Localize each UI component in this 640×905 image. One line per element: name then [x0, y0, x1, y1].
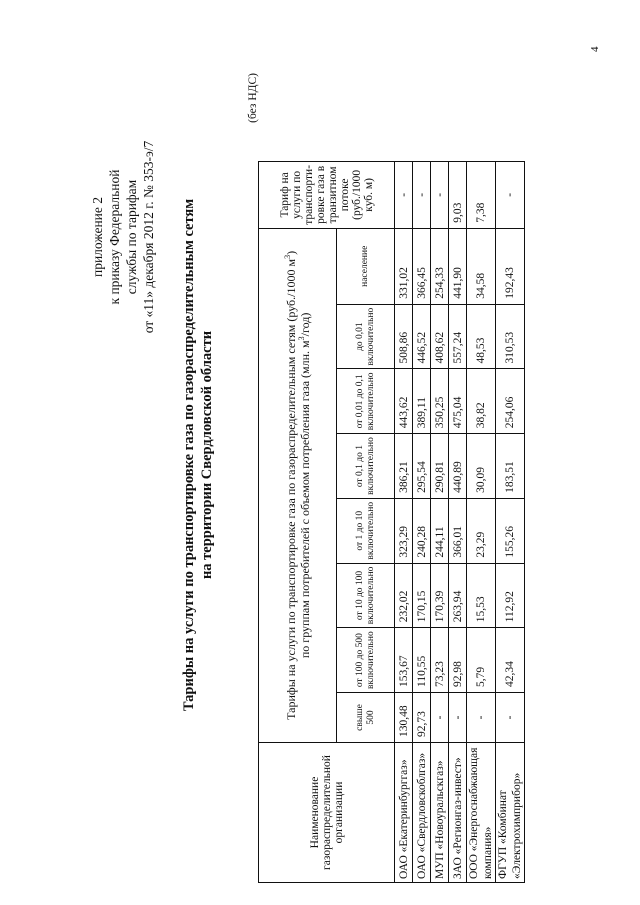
value-001-01: 350,25	[431, 369, 449, 434]
title-line: Тарифы на услуги по транспортировке газа по газораспределительным сетям	[181, 198, 197, 712]
table-row	[431, 161, 449, 882]
value-1-10: 244,11	[431, 498, 449, 563]
appendix-line: к приказу Федеральной	[107, 169, 122, 305]
value-population: 331,02	[395, 228, 413, 304]
table-row	[467, 161, 496, 882]
header-over-500: свыше 500	[337, 693, 395, 743]
value-10-100: 15,53	[467, 563, 496, 628]
value-transit: -	[413, 161, 431, 228]
value-10-100: 112,92	[496, 563, 525, 628]
org-name	[467, 743, 496, 883]
value-100-500: 73,23	[431, 628, 449, 693]
appendix-line: от «11» декабря 2012 г. № 353-э/7	[141, 140, 156, 334]
value-01-1: 30,09	[467, 434, 496, 499]
value-population: 34,58	[467, 228, 496, 304]
value-001-01: 254,06	[496, 369, 525, 434]
header-group-line2: по группам потребителей с объемом потребления газа (млн. м	[297, 340, 312, 659]
value-over-500: -	[449, 693, 467, 743]
value-1-10: 323,29	[395, 498, 413, 563]
value-100-500: 153,67	[395, 628, 413, 693]
table-row	[496, 161, 525, 882]
value-1-10: 366,01	[449, 498, 467, 563]
org-name	[496, 743, 525, 883]
value-001-01: 475,04	[449, 369, 467, 434]
value-transit: -	[431, 161, 449, 228]
value-10-100: 263,94	[449, 563, 467, 628]
page-number: 4	[589, 46, 601, 52]
value-001-01: 443,62	[395, 369, 413, 434]
value-transit: -	[395, 161, 413, 228]
value-transit: -	[496, 161, 525, 228]
value-to-001: 310,53	[496, 304, 525, 369]
rotated-document	[62, 40, 640, 895]
value-10-100: 232,02	[395, 563, 413, 628]
value-10-100: 170,15	[413, 563, 431, 628]
value-1-10: 155,26	[496, 498, 525, 563]
value-population: 441,90	[449, 228, 467, 304]
org-name-line: ООО «Энергоснабжающая	[468, 747, 480, 879]
header-organization: Наименование газораспределительной организации	[259, 743, 395, 883]
org-name-line: компания»	[482, 826, 494, 879]
value-01-1: 386,21	[395, 434, 413, 499]
header-group-line1: Тарифы на услуги по транспортировке газа по газораспределительным сетям (руб./1000 м	[283, 258, 298, 720]
value-100-500: 92,98	[449, 628, 467, 693]
header-sup: 3	[296, 336, 306, 341]
value-over-500: -	[431, 693, 449, 743]
header-group-tariffs	[259, 228, 337, 742]
value-population: 366,45	[413, 228, 431, 304]
header-100-500: от 100 до 500 включительно	[337, 628, 395, 693]
header-01-1: от 0,1 до 1 включительно	[337, 434, 395, 499]
value-population: 192,43	[496, 228, 525, 304]
org-name: МУП «Новоуральскгаз»	[431, 743, 449, 883]
table-row	[413, 161, 431, 882]
value-100-500: 110,55	[413, 628, 431, 693]
value-to-001: 508,86	[395, 304, 413, 369]
value-01-1: 440,89	[449, 434, 467, 499]
header-1-10: от 1 до 10 включительно	[337, 498, 395, 563]
document-title	[180, 105, 216, 805]
header-to-001: до 0,01 включительно	[337, 304, 395, 369]
value-over-500: -	[467, 693, 496, 743]
header-population: население	[337, 228, 395, 304]
org-name: ЗАО «Регионгаз-инвест»	[449, 743, 467, 883]
header-group-line2-end: /год)	[297, 312, 312, 337]
header-transit: Тариф на услуги по транспорти-ровке газа в транзитном потоке (руб./1000 куб. м)	[259, 161, 395, 228]
value-01-1: 295,54	[413, 434, 431, 499]
table-row	[449, 161, 467, 882]
org-name: ОАО «Свердловскоблгаз»	[413, 743, 431, 883]
value-100-500: 42,34	[496, 628, 525, 693]
appendix-line: приложение 2	[90, 196, 105, 278]
appendix-line: службы по тарифам	[124, 179, 139, 295]
org-name-line: ФГУП «Комбинат	[497, 790, 509, 879]
value-001-01: 389,11	[413, 369, 431, 434]
value-over-500: -	[496, 693, 525, 743]
value-transit: 9,03	[449, 161, 467, 228]
tariff-table	[258, 161, 525, 883]
value-over-500: 130,48	[395, 693, 413, 743]
value-1-10: 240,28	[413, 498, 431, 563]
org-name: ОАО «Екатеринбурггаз»	[395, 743, 413, 883]
value-to-001: 446,52	[413, 304, 431, 369]
org-name-line: «Электрохимприбор»	[511, 772, 523, 879]
value-10-100: 170,39	[431, 563, 449, 628]
value-01-1: 183,51	[496, 434, 525, 499]
vat-note: (без НДС)	[247, 73, 259, 123]
header-001-01: от 0,01 до 0,1 включительно	[337, 369, 395, 434]
header-group-line1-end: )	[283, 250, 298, 255]
header-sup: 3	[282, 254, 292, 259]
appendix-header	[89, 67, 157, 407]
value-100-500: 5,79	[467, 628, 496, 693]
table-row	[395, 161, 413, 882]
value-to-001: 557,24	[449, 304, 467, 369]
value-to-001: 408,62	[431, 304, 449, 369]
header-10-100: от 10 до 100 включительно	[337, 563, 395, 628]
value-01-1: 290,81	[431, 434, 449, 499]
value-over-500: 92,73	[413, 693, 431, 743]
value-to-001: 48,53	[467, 304, 496, 369]
title-line: на территории Свердловской области	[199, 330, 215, 580]
value-1-10: 23,29	[467, 498, 496, 563]
value-transit: 7,38	[467, 161, 496, 228]
value-001-01: 38,82	[467, 369, 496, 434]
value-population: 254,33	[431, 228, 449, 304]
